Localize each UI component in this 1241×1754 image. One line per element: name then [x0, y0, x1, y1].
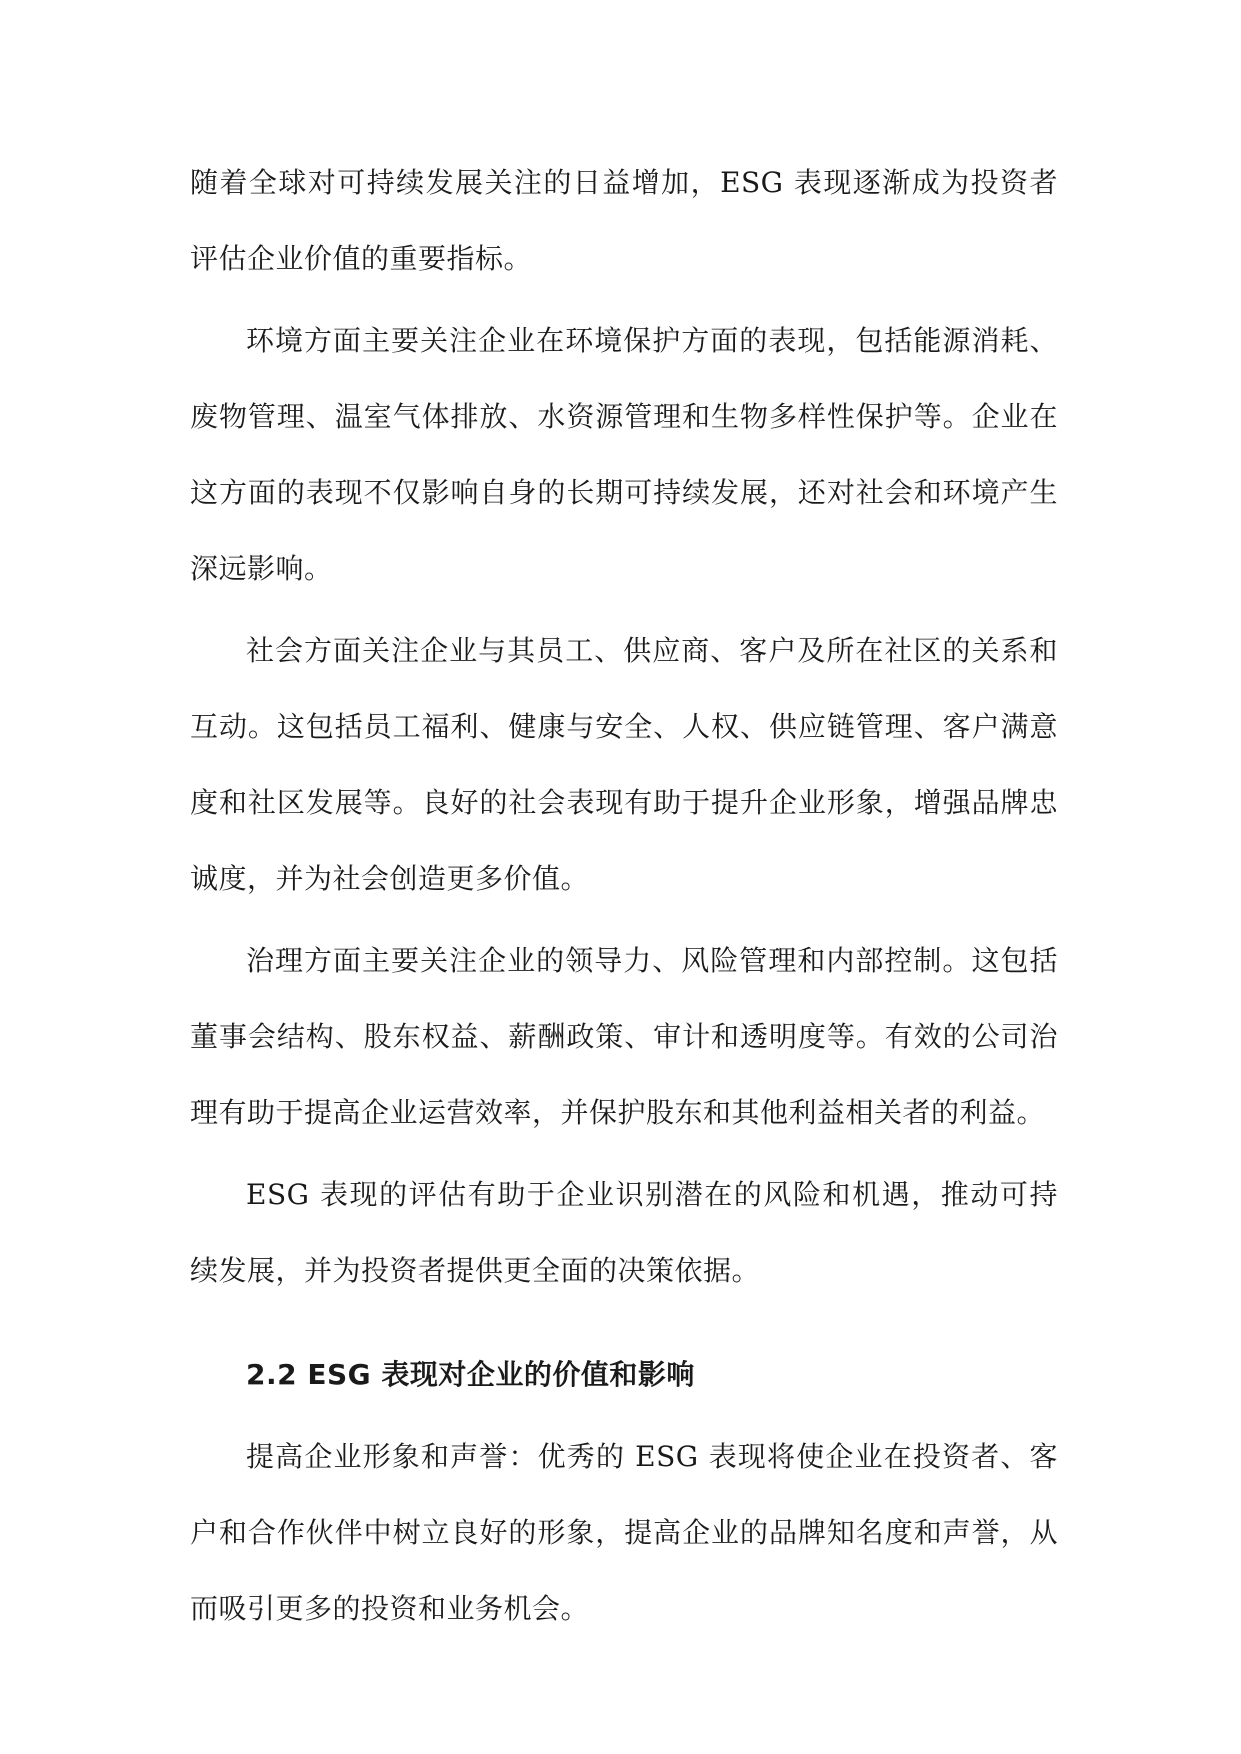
paragraph-social: 社会方面关注企业与其员工、供应商、客户及所在社区的关系和互动。这包括员工福利、健康与安全、人权、供应链管理、客户满意度和社区发展等。良好的社会表现有助于提升企业形象，增强品牌忠诚度，并为社会创造更多价值。 — [190, 634, 1058, 895]
paragraph-environment: 环境方面主要关注企业在环境保护方面的表现，包括能源消耗、废物管理、温室气体排放、水资源管理和生物多样性保护等。企业在这方面的表现不仅影响自身的长期可持续发展，还对社会和环境产生深远影响。 — [190, 324, 1058, 585]
paragraph-esg-evaluation: ESG 表现的评估有助于企业识别潜在的风险和机遇，推动可持续发展，并为投资者提供更全面的决策依据。 — [190, 1178, 1058, 1287]
paragraph-governance: 治理方面主要关注企业的领导力、风险管理和内部控制。这包括董事会结构、股东权益、薪酬政策、审计和透明度等。有效的公司治理有助于提高企业运营效率，并保护股东和其他利益相关者的利益。 — [190, 944, 1058, 1129]
paragraph-corporate-image: 提高企业形象和声誉：优秀的 ESG 表现将使企业在投资者、客户和合作伙伴中树立良好的形象，提高企业的品牌知名度和声誉，从而吸引更多的投资和业务机会。 — [190, 1440, 1058, 1625]
paragraph-intro-continuation: 随着全球对可持续发展关注的日益增加，ESG 表现逐渐成为投资者评估企业价值的重要指标。 — [190, 166, 1058, 275]
section-spacer — [190, 1309, 1058, 1337]
section-heading: 2.2 ESG 表现对企业的价值和影响 — [246, 1358, 695, 1391]
document-body — [190, 145, 1058, 1647]
